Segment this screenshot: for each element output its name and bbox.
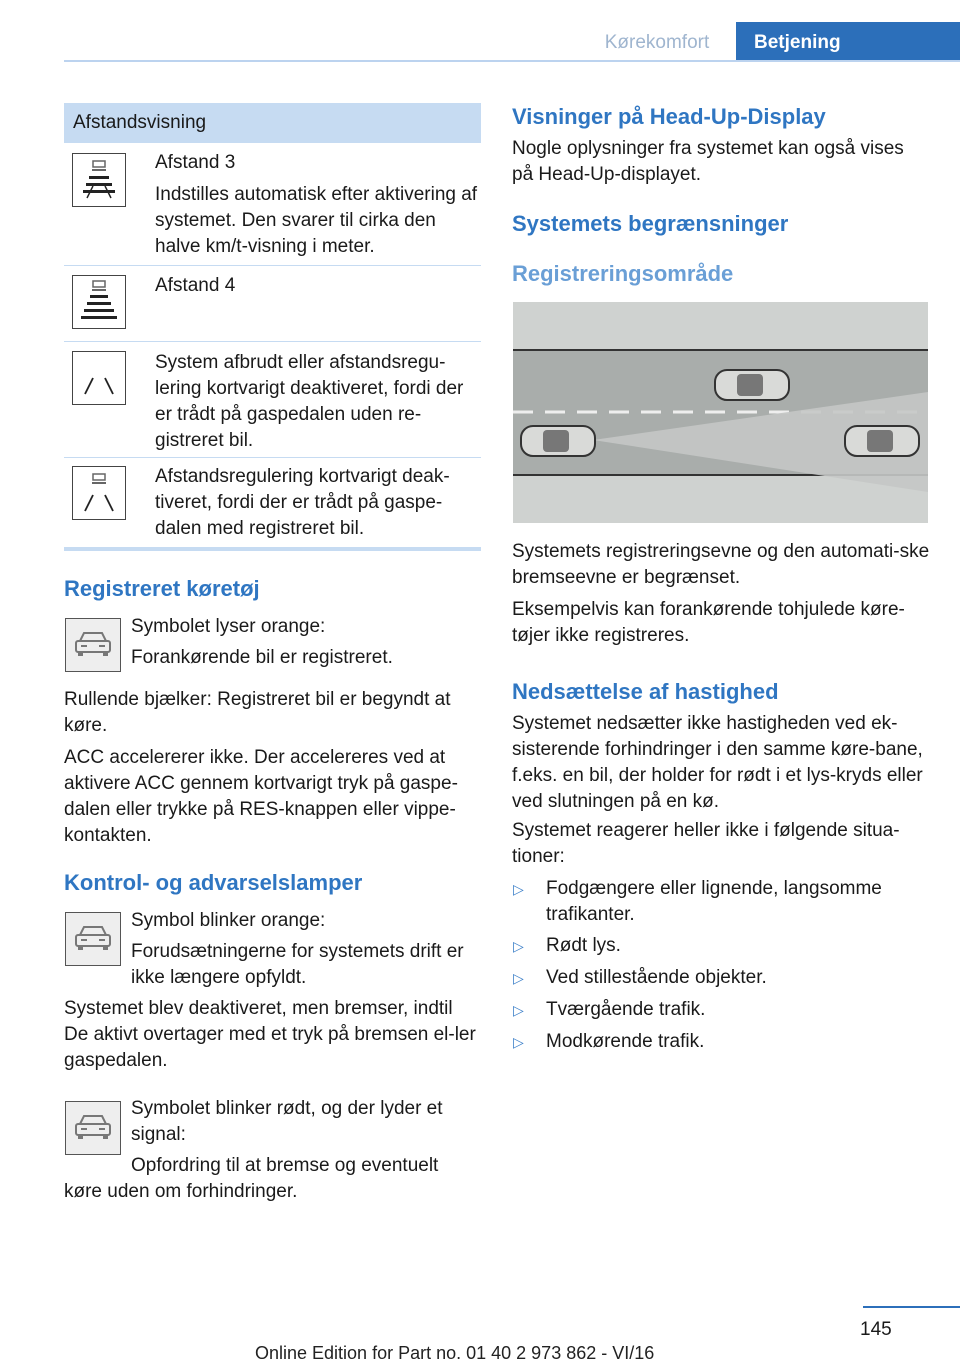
table-bottom-rule [64,547,481,551]
acc-text: ACC accelererer ikke. Der accelereres ved at aktivere ACC gennem kortvarigt tryk på gaspe-dalen eller trykke på RES-knappen eller vippe-kontakten. [64,747,458,846]
triangle-bullet-icon: ▷ [513,1034,524,1050]
car-blinking-red-icon [65,1101,121,1155]
car-left [521,426,595,456]
range-heading: Registreringsområde [512,261,734,286]
lamp1-text-a: Symbol blinker orange: [131,910,326,931]
distance-4-icon [72,275,126,329]
speed-heading: Nedsættelse af hastighed [512,679,779,704]
car-orange-icon [65,618,121,672]
lamp1-after-text: Systemet blev deaktiveret, men bremser, indtil De aktivt overtager med et tryk på bremsen el-ler gaspedalen. [64,998,476,1071]
range-text-1: Systemets registreringsevne og den automati-ske bremseevne er begrænset. [512,541,930,588]
table-row-4-text [155,464,480,548]
table-row-1-text [155,150,480,266]
detected-sym-text-2: Forankørende bil er registreret. [131,647,393,668]
triangle-bullet-icon: ▷ [513,881,524,897]
lamp2-text-a: Symbolet blinker rødt, og der lyder et signal: [131,1098,443,1145]
car-center [715,370,789,400]
table-row-3-text [155,350,480,460]
detection-range-illustration [513,302,928,523]
header-chapter-tab: Betjening [736,22,960,62]
table-divider [64,457,481,458]
table-heading: Afstandsvisning [64,103,481,143]
table-row-2-title: Afstand 4 [155,275,236,296]
limits-heading: Systemets begrænsninger [512,211,789,236]
header-rule [64,60,960,62]
table-row-1-desc: Indstilles automatisk efter aktivering af systemet. Den svarer til cirka den halve km/t-visning i meter. [155,184,478,257]
rolling-bars-text: Rullende bjælker: Registreret bil er begyndt at køre. [64,689,451,736]
distance-3-icon [72,153,126,207]
table-row-2-text [155,273,480,305]
system-interrupted-icon [72,351,126,405]
edition-footer: Online Edition for Part no. 01 40 2 973 862 - VI/16 [255,1343,655,1363]
lamp1-text-b: Forudsætningerne for systemets drift er ikke længere opfyldt. [131,941,464,988]
table-row-1-title: Afstand 3 [155,152,236,173]
car-blinking-orange-icon [65,912,121,966]
detected-vehicle-heading: Registreret køretøj [64,576,260,601]
page-number: 145 [860,1319,892,1340]
speed-text-1: Systemet nedsætter ikke hastigheden ved ek-sisterende forhindringer i den samme køre-bane, f.eks. en bil, der holder for rødt i et lys-kryds eller ved slutningen på en kø. [512,713,923,812]
table-row-3-desc: System afbrudt eller afstandsregu-lering kortvarigt deaktiveret, fordi der er trådt på gaspedalen uden re-gistreret bil. [155,352,464,451]
table-row-4-desc: Afstandsregulering kortvarigt deak-tiveret, fordi der er trådt på gaspe-dalen med registreret bil. [155,466,450,539]
table-divider [64,265,481,266]
range-text-2: Eksempelvis kan forankørende tohjulede køre-tøjer ikke registreres. [512,599,905,646]
speed-text-2: Systemet reagerer heller ikke i følgende situa-tioner: [512,820,900,867]
triangle-bullet-icon: ▷ [513,938,524,954]
car-right [845,426,919,456]
hud-heading: Visninger på Head-Up-Display [512,104,826,129]
regulation-deactivated-vehicle-icon [72,466,126,520]
header-section-tab: Kørekomfort [604,32,710,53]
lamp2-text-b: Opfordring til at bremse og eventuelt køre uden om forhindringer. [64,1155,439,1202]
detected-sym-text-1: Symbolet lyser orange: [131,616,326,637]
triangle-bullet-icon: ▷ [513,970,524,986]
hud-text: Nogle oplysninger fra systemet kan også vises på Head-Up-displayet. [512,138,904,185]
lamps-heading: Kontrol- og advarselslamper [64,870,363,895]
triangle-bullet-icon: ▷ [513,1002,524,1018]
footer-rule [863,1306,960,1308]
table-divider [64,341,481,342]
